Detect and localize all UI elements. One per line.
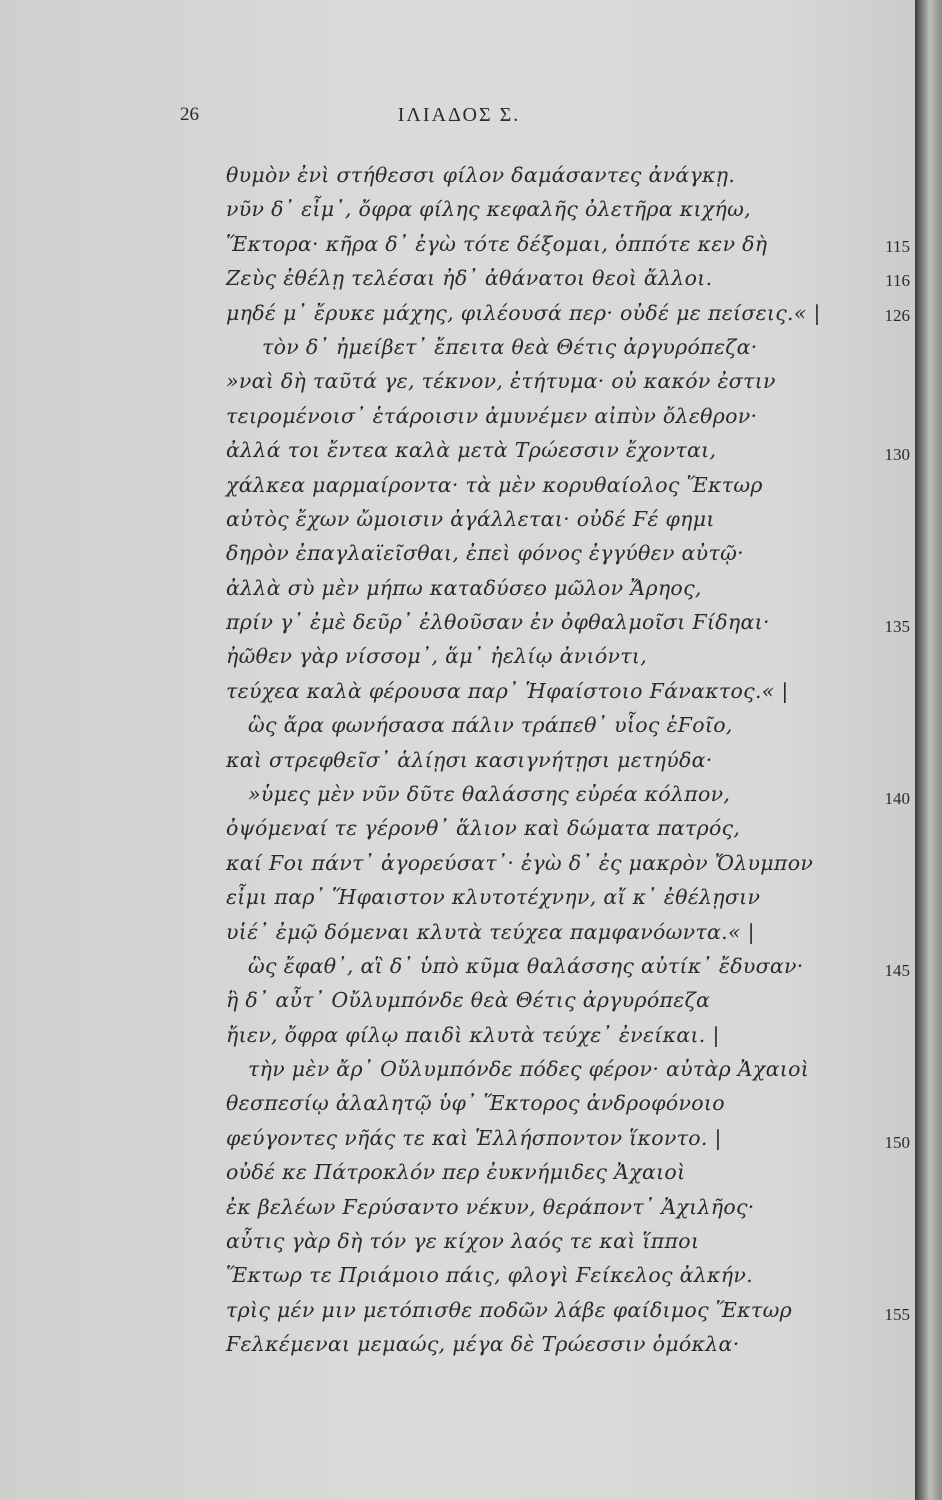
- verse-line: θυμὸν ἐνὶ στήθεσσι φίλον δαμάσαντες ἀνάγκῃ.: [226, 163, 736, 187]
- verse-line: Ϝελκέμεναι μεμαώς, μέγα δὲ Τρώεσσιν ὁμόκλα·: [226, 1332, 740, 1356]
- verse-line: μηδέ μ᾽ ἔρυκε μάχης, φιλέουσά περ· οὐδέ με πείσεις.« |: [226, 301, 821, 325]
- book-spine-edge: [915, 0, 942, 1500]
- verse-line: ἣ δ᾽ αὖτ᾽ Οὔλυμπόνδε θεὰ Θέτις ἀργυρόπεζα: [226, 988, 711, 1012]
- line-number: 145: [884, 961, 910, 980]
- verse-line: Ἕκτορα· κῆρα δ᾽ ἐγὼ τότε δέξομαι, ὁππότε κεν δὴ: [226, 232, 768, 256]
- line-number: 135: [884, 617, 910, 636]
- verse-line: ὣς ἄρα φωνήσασα πάλιν τράπεθ᾽ υἷος ἑϜοῖο,: [248, 713, 733, 737]
- verse-line: θεσπεσίῳ ἀλαλητῷ ὑφ᾽ Ἕκτορος ἀνδροφόνοιο: [226, 1091, 725, 1115]
- verse-line: τὸν δ᾽ ἠμείβετ᾽ ἔπειτα θεὰ Θέτις ἀργυρόπεζα·: [262, 335, 758, 359]
- line-number: 155: [884, 1305, 910, 1324]
- verse-line: καί Ϝοι πάντ᾽ ἀγορεύσατ᾽· ἐγὼ δ᾽ ἐς μακρὸν Ὄλυμπον: [226, 851, 814, 875]
- line-number: 115: [885, 237, 910, 256]
- verse-line: Ἕκτωρ τε Πριάμοιο πάις, φλογὶ Ϝείκελος ἀλκήν.: [226, 1263, 753, 1287]
- running-head-title: ΙΛΙΑΔΟΣ Σ.: [397, 104, 521, 126]
- verse-line: δηρὸν ἐπαγλαϊεῖσθαι, ἐπεὶ φόνος ἐγγύθεν αὐτῷ·: [226, 541, 744, 565]
- verse-line: φεύγοντες νῆάς τε καὶ Ἑλλήσποντον ἵκοντο. |: [226, 1126, 722, 1150]
- verse-line: αὐτὸς ἔχων ὤμοισιν ἀγάλλεται· οὐδέ Ϝέ φημι: [226, 507, 715, 531]
- verse-line: ἀλλά τοι ἔντεα καλὰ μετὰ Τρώεσσιν ἔχονται,: [226, 438, 717, 462]
- verse-line: ἤιεν, ὄφρα φίλῳ παιδὶ κλυτὰ τεύχε᾽ ἐνείκαι. |: [226, 1023, 720, 1047]
- verse-line: τειρομένοισ᾽ ἑτάροισιν ἀμυνέμεν αἰπὺν ὄλεθρον·: [226, 404, 758, 428]
- line-number: 150: [884, 1133, 910, 1152]
- verse-line: »ὑμες μὲν νῦν δῦτε θαλάσσης εὐρέα κόλπον,: [248, 782, 731, 806]
- line-number: 116: [885, 271, 910, 290]
- verse-line: ἀλλὰ σὺ μὲν μήπω καταδύσεο μῶλον Ἄρηος,: [226, 576, 702, 600]
- verse-line: Ζεὺς ἐθέλῃ τελέσαι ἠδ᾽ ἀθάνατοι θεοὶ ἄλλοι.: [226, 266, 713, 290]
- verse-line: νῦν δ᾽ εἶμ᾽, ὄφρα φίλης κεφαλῆς ὀλετῆρα κιχήω,: [226, 197, 751, 221]
- line-number: 130: [884, 445, 910, 464]
- verse-line: τὴν μὲν ἄρ᾽ Οὔλυμπόνδε πόδες φέρον· αὐτὰρ Ἀχαιοὶ: [248, 1057, 810, 1081]
- verse-line: αὖτις γὰρ δὴ τόν γε κίχον λαός τε καὶ ἵπποι: [226, 1229, 700, 1253]
- verse-line: καὶ στρεφθεῖσ᾽ ἁλίῃσι κασιγνήτῃσι μετηύδα·: [226, 748, 713, 772]
- line-number: 126: [884, 306, 910, 325]
- page-number: 26: [180, 104, 199, 125]
- verse-line: ἠῶθεν γὰρ νίσσομ᾽, ἅμ᾽ ἠελίῳ ἀνιόντι,: [226, 644, 648, 668]
- verse-line: χάλκεα μαρμαίροντα· τὰ μὲν κορυθαίολος Ἕκτωρ: [226, 473, 763, 497]
- verse-line: εἶμι παρ᾽ Ἥφαιστον κλυτοτέχνην, αἴ κ᾽ ἐθέλῃσιν: [226, 885, 761, 909]
- verse-line: ὣς ἔφαθ᾽, αἳ δ᾽ ὑπὸ κῦμα θαλάσσης αὐτίκ᾽ ἔδυσαν·: [248, 954, 804, 978]
- verse-line: »ναὶ δὴ ταῦτά γε, τέκνον, ἐτήτυμα· οὐ κακόν ἐστιν: [226, 369, 776, 393]
- verse-line: ἐκ βελέων Ϝερύσαντο νέκυν, θεράποντ᾽ Ἀχιλῆος·: [226, 1195, 755, 1219]
- verse-line: τεύχεα καλὰ φέρουσα παρ᾽ Ἡφαίστοιο Ϝάνακτος.« |: [226, 679, 789, 703]
- verse-line: υἱέ᾽ ἐμῷ δόμεναι κλυτὰ τεύχεα παμφανόωντα.« |: [226, 920, 755, 944]
- line-number: 140: [884, 789, 910, 808]
- verse-line: ὀψόμεναί τε γέρονθ᾽ ἅλιον καὶ δώματα πατρός,: [226, 816, 741, 840]
- verse-line: οὐδέ κε Πάτροκλόν περ ἐυκνήμιδες Ἀχαιοὶ: [226, 1160, 686, 1184]
- verse-line: τρὶς μέν μιν μετόπισθε ποδῶν λάβε φαίδιμος Ἕκτωρ: [226, 1298, 792, 1322]
- verse-line: πρίν γ᾽ ἐμὲ δεῦρ᾽ ἐλθοῦσαν ἐν ὀφθαλμοῖσι Ϝίδηαι·: [226, 610, 770, 634]
